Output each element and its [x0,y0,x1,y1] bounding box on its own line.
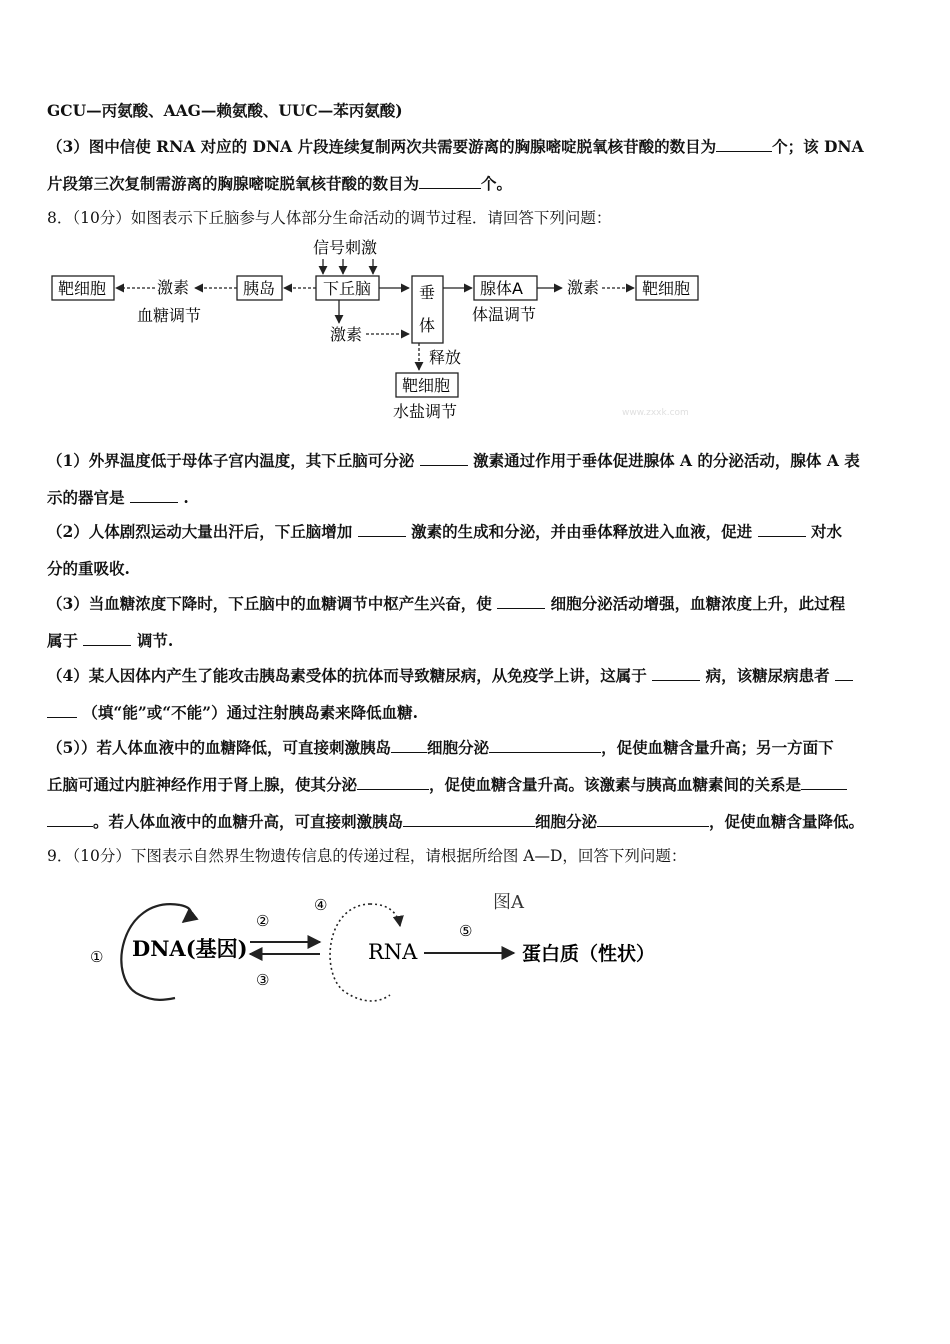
q8-s5-text-e: ，促使血糖含量升高。该激素与胰高血糖素间的关系是 [429,775,802,794]
answer-blank[interactable] [835,666,853,681]
q8-s5-text-g: 细胞分泌 [535,812,598,831]
rna-label: RNA [368,940,418,964]
step-2-marker: ② [256,912,270,930]
answer-blank[interactable] [403,812,535,827]
q8-header: 8．（10分）如图表示下丘脑参与人体部分生命活动的调节过程．请回答下列问题： [47,209,612,227]
q8-s5-line-1 [47,738,834,758]
hormone-left-label: 激素 [157,278,190,297]
answer-blank[interactable] [652,666,700,681]
answer-blank[interactable] [358,522,406,537]
q8-s2-line-2: 分的重吸收. [47,559,130,578]
target-cell-right-label: 靶细胞 [642,279,691,298]
answer-blank[interactable] [47,703,77,718]
q8-s1-text-d: . [183,488,189,507]
answer-blank[interactable] [489,738,601,753]
q8-s3-text-d: 调节. [136,631,174,650]
target-cell-bottom-label: 靶细胞 [402,376,451,395]
q8-s1-text-c: 示的器官是 [47,488,125,507]
q7-p3-text-b: 个；该 DNA [772,137,864,156]
genetic-information-flow-diagram [80,880,680,1010]
step-3-marker: ③ [256,971,270,989]
signal-stimulus-label: 信号刺激 [313,238,378,257]
q8-s5-line-2 [47,775,847,795]
q8-s3-text-a: （3）当血糖浓度下降时，下丘脑中的血糖调节中枢产生兴奋，使 [47,594,492,613]
figure-a-title: 图A [493,892,524,913]
step-1-marker: ① [90,948,104,966]
body-temp-regulation-label: 体温调节 [472,305,537,324]
pancreas-label: 胰岛 [243,279,276,298]
answer-blank[interactable] [597,812,709,827]
q8-s2-text-b: 激素的生成和分泌，并由垂体释放进入血液，促进 [411,522,753,541]
answer-blank[interactable] [758,522,806,537]
q7-part-3-line-1 [47,137,864,157]
q8-s5-line-3 [47,812,864,832]
answer-blank[interactable] [391,738,427,753]
q8-s1-line-2 [47,488,189,508]
hypothalamus-regulation-diagram [40,232,720,428]
pituitary-label-top: 垂 [419,283,436,302]
answer-blank[interactable] [420,451,468,466]
q8-s4-text-c: （填“能”或“不能”）通过注射胰岛素来降低血糖. [82,703,418,722]
dna-gene-label: DNA(基因) [132,936,248,961]
answer-blank[interactable] [130,488,178,503]
protein-trait-label: 蛋白质（性状） [522,943,656,965]
answer-blank[interactable] [47,812,93,827]
hormone-right-label: 激素 [567,278,600,297]
q8-s4-text-b: 病，该糖尿病患者 [705,666,830,685]
q7-p3-text-d: 个。 [481,174,513,193]
answer-blank[interactable] [357,775,429,790]
q8-s5-text-h: ，促使血糖含量降低。 [709,812,865,831]
hormone-bottom-label: 激素 [330,325,363,344]
q8-s1-line-1 [47,451,860,471]
q8-s5-text-f: 。若人体血液中的血糖升高，可直接刺激胰岛 [93,812,404,831]
q8-s4-line-1 [47,666,853,686]
q8-s5-text-c: ，促使血糖含量升高；另一方面下 [601,738,834,757]
q8-s3-line-1 [47,594,845,614]
gland-a-label: 腺体A [480,279,523,298]
target-cell-left-label: 靶细胞 [58,279,107,298]
q8-s2-text-a: （2）人体剧烈运动大量出汗后，下丘脑增加 [47,522,353,541]
q8-s3-text-c: 属于 [47,631,79,650]
pituitary-label-bottom: 体 [419,316,436,335]
release-label: 释放 [429,348,462,367]
q8-s1-text-b: 激素通过作用于垂体促进腺体 A 的分泌活动，腺体 A 表 [473,451,860,470]
q8-s2-text-c: 对水 [810,522,842,541]
step-5-marker: ⑤ [459,922,473,940]
q8-s5-text-d: 丘脑可通过内脏神经作用于肾上腺，使其分泌 [47,775,358,794]
answer-blank[interactable] [716,137,772,152]
q7-p3-text-c: 片段第三次复制需游离的胸腺嘧啶脱氧核苷酸的数目为 [47,174,420,193]
q7-line-1: GCU—丙氨酸、AAG—赖氨酸、UUC—苯丙氨酸) [47,101,403,120]
q8-s5-text-a: （5））若人体血液中的血糖降低，可直接刺激胰岛 [47,738,392,757]
q7-part-3-line-2 [47,174,512,194]
q8-s2-line-1 [47,522,842,542]
q8-s4-text-a: （4）某人因体内产生了能攻击胰岛素受体的抗体而导致糖尿病，从免疫学上讲，这属于 [47,666,647,685]
q8-s4-line-2 [47,703,418,723]
answer-blank[interactable] [419,174,481,189]
answer-blank[interactable] [801,775,847,790]
answer-blank[interactable] [83,631,131,646]
step-4-marker: ④ [314,896,328,914]
answer-blank[interactable] [497,594,545,609]
q8-s1-text-a: （1）外界温度低于母体子宫内温度，其下丘脑可分泌 [47,451,415,470]
water-salt-regulation-label: 水盐调节 [393,402,458,421]
q8-s3-line-2 [47,631,173,651]
q7-p3-text-a: （3）图中信使 RNA 对应的 DNA 片段连续复制两次共需要游离的胸腺嘧啶脱氧核苷酸的数目为 [47,137,717,156]
q8-s5-text-b: 细胞分泌 [427,738,490,757]
watermark: www.zxxk.com [622,408,689,418]
q9-header: 9．（10分）下图表示自然界生物遗传信息的传递过程，请根据所给图 A—D，回答下列问题： [47,847,687,865]
blood-sugar-regulation-label: 血糖调节 [137,306,202,325]
q8-s3-text-b: 细胞分泌活动增强，血糖浓度上升，此过程 [550,594,846,613]
hypothalamus-label: 下丘脑 [323,279,372,298]
